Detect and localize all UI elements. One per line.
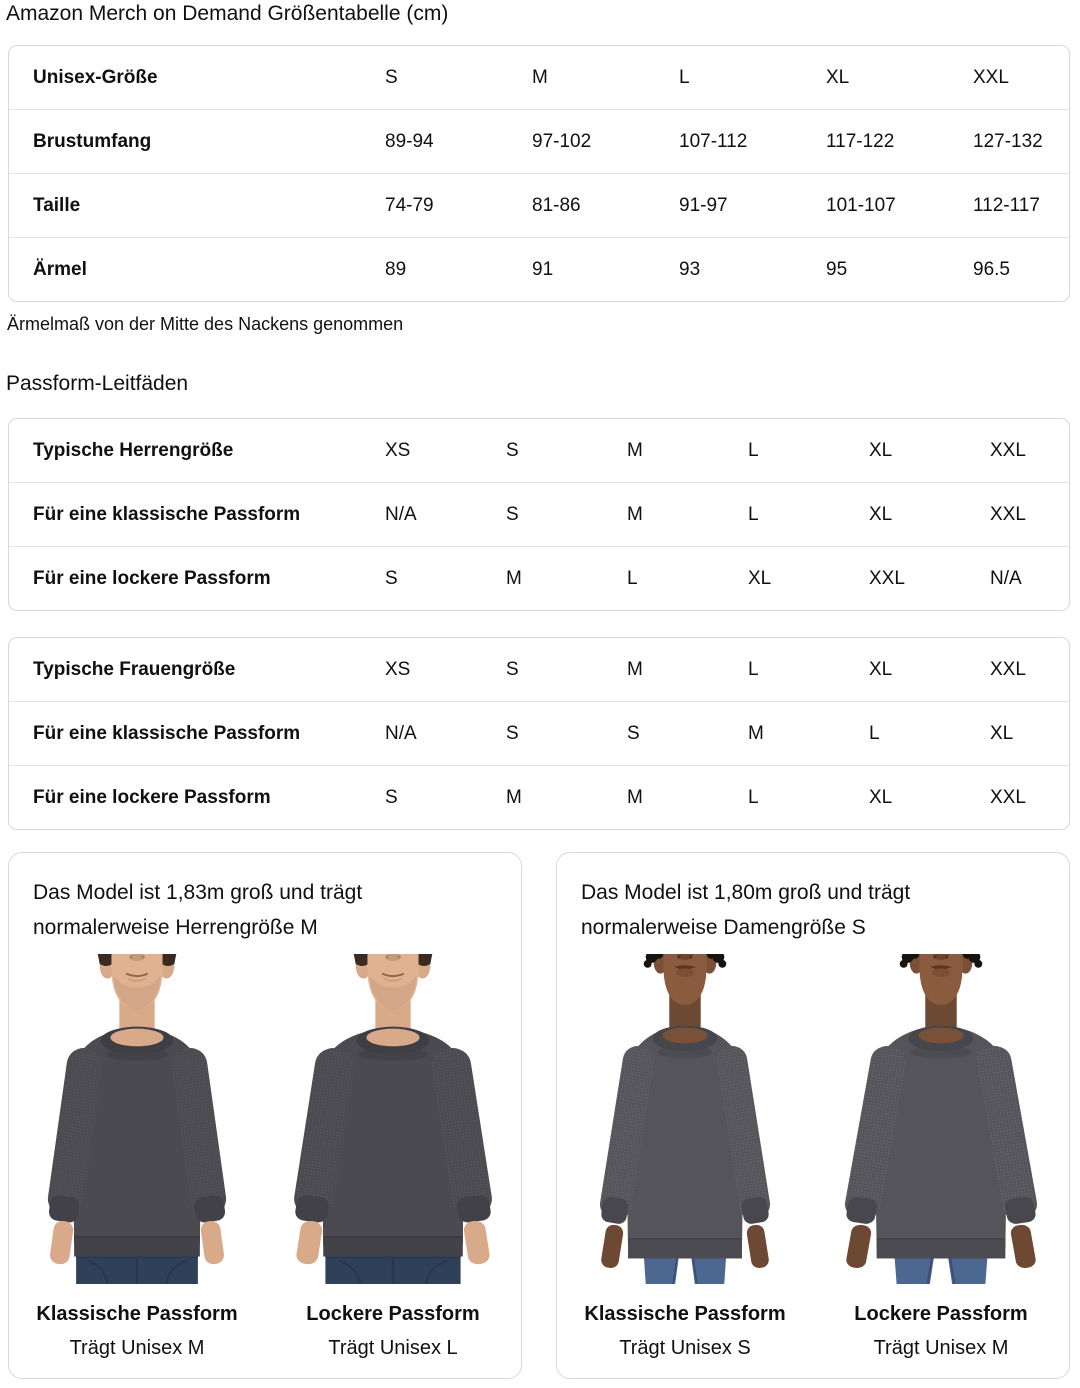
- column-header: XXL: [990, 658, 1026, 680]
- cell: N/A: [990, 567, 1022, 589]
- model-description: Das Model ist 1,83m groß und trägt normalerweise Herrengröße M: [33, 881, 363, 939]
- cell: 95: [826, 258, 848, 280]
- cell: S: [506, 722, 519, 744]
- column-header: XL: [869, 658, 893, 680]
- cell: XXL: [990, 503, 1026, 525]
- sleeve-measure-footnote: Ärmelmaß von der Mitte des Nackens genommen: [7, 314, 404, 334]
- column-header: XXL: [973, 66, 1009, 88]
- cell: 91-97: [679, 194, 728, 216]
- cell: 89-94: [385, 130, 434, 152]
- cell: 127-132: [973, 130, 1043, 152]
- column-header: XS: [385, 658, 411, 680]
- cell: L: [748, 503, 759, 525]
- cell: M: [627, 503, 643, 525]
- row-label: Taille: [33, 194, 81, 216]
- table-row: [9, 109, 1069, 173]
- cell: M: [506, 567, 522, 589]
- men-fit-guide-table: [8, 418, 1070, 611]
- model-column-loose: [265, 954, 521, 1374]
- cell: 107-112: [679, 130, 748, 152]
- fit-label: Klassische Passform: [584, 1303, 786, 1325]
- column-header: XS: [385, 439, 411, 461]
- cell: S: [627, 722, 640, 744]
- cell: 101-107: [826, 194, 896, 216]
- page-title: Amazon Merch on Demand Größentabelle (cm): [6, 2, 449, 25]
- size-worn-label: Trägt Unisex M: [69, 1337, 205, 1359]
- column-header: XL: [869, 439, 893, 461]
- table-header-row: [9, 638, 1069, 701]
- model-description: Das Model ist 1,80m groß und trägt normalerweise Damengröße S: [581, 881, 911, 939]
- column-header: XXL: [990, 439, 1026, 461]
- model-photo-female-loose-fit: [821, 954, 1061, 1284]
- cell: M: [627, 786, 643, 808]
- column-header: L: [748, 658, 759, 680]
- table-row: [9, 173, 1069, 237]
- model-photo-female-classic-fit: [565, 954, 805, 1284]
- model-column-classic: [557, 954, 813, 1374]
- table-row: [9, 546, 1069, 610]
- cell: M: [748, 722, 764, 744]
- cell: XL: [748, 567, 772, 589]
- column-header: S: [506, 658, 519, 680]
- cell: 91: [532, 258, 554, 280]
- column-header: L: [679, 66, 690, 88]
- table-row: [9, 765, 1069, 829]
- table-row: [9, 237, 1069, 301]
- fit-label: Lockere Passform: [854, 1303, 1028, 1325]
- size-worn-label: Trägt Unisex L: [328, 1337, 458, 1359]
- cell: N/A: [385, 503, 417, 525]
- women-fit-guide-table: [8, 637, 1070, 830]
- row-label: Für eine klassische Passform: [33, 722, 301, 744]
- size-worn-label: Trägt Unisex S: [619, 1337, 751, 1359]
- unisex-size-table: [8, 45, 1070, 302]
- cell: N/A: [385, 722, 417, 744]
- cell: 112-117: [973, 194, 1040, 216]
- table-row: [9, 482, 1069, 546]
- column-header: M: [532, 66, 548, 88]
- cell: XXL: [869, 567, 905, 589]
- cell: 81-86: [532, 194, 581, 216]
- cell: 89: [385, 258, 407, 280]
- row-label: Für eine lockere Passform: [33, 786, 271, 808]
- cell: XL: [869, 786, 893, 808]
- column-header: S: [385, 66, 398, 88]
- cell: XL: [990, 722, 1014, 744]
- row-label: Ärmel: [33, 258, 87, 280]
- cell: 117-122: [826, 130, 895, 152]
- cell: L: [627, 567, 638, 589]
- fit-label: Klassische Passform: [36, 1303, 238, 1325]
- row-label: Typische Herrengröße: [33, 439, 234, 461]
- cell: L: [869, 722, 880, 744]
- table-row: [9, 701, 1069, 765]
- column-header: S: [506, 439, 519, 461]
- cell: 93: [679, 258, 701, 280]
- row-label: Für eine klassische Passform: [33, 503, 301, 525]
- cell: 96.5: [973, 258, 1010, 280]
- column-header: M: [627, 439, 643, 461]
- cell: S: [385, 786, 398, 808]
- cell: S: [385, 567, 398, 589]
- cell: XXL: [990, 786, 1026, 808]
- model-photo-male-classic-fit: [17, 954, 257, 1284]
- cell: L: [748, 786, 759, 808]
- column-header: M: [627, 658, 643, 680]
- cell: 97-102: [532, 130, 592, 152]
- fit-label: Lockere Passform: [306, 1303, 480, 1325]
- column-header: L: [748, 439, 759, 461]
- model-photo-male-loose-fit: [273, 954, 513, 1284]
- row-label: Unisex-Größe: [33, 66, 158, 88]
- men-model-card: [8, 852, 522, 1379]
- women-model-card: [556, 852, 1070, 1379]
- cell: XL: [869, 503, 893, 525]
- fit-guides-heading: Passform-Leitfäden: [6, 372, 189, 395]
- cell: 74-79: [385, 194, 434, 216]
- column-header: XL: [826, 66, 850, 88]
- row-label: Für eine lockere Passform: [33, 567, 271, 589]
- cell: S: [506, 503, 519, 525]
- table-header-row: [9, 46, 1069, 109]
- model-column-classic: [9, 954, 265, 1374]
- model-column-loose: [813, 954, 1069, 1374]
- row-label: Typische Frauengröße: [33, 658, 236, 680]
- size-worn-label: Trägt Unisex M: [873, 1337, 1009, 1359]
- row-label: Brustumfang: [33, 130, 152, 152]
- cell: M: [506, 786, 522, 808]
- table-header-row: [9, 419, 1069, 482]
